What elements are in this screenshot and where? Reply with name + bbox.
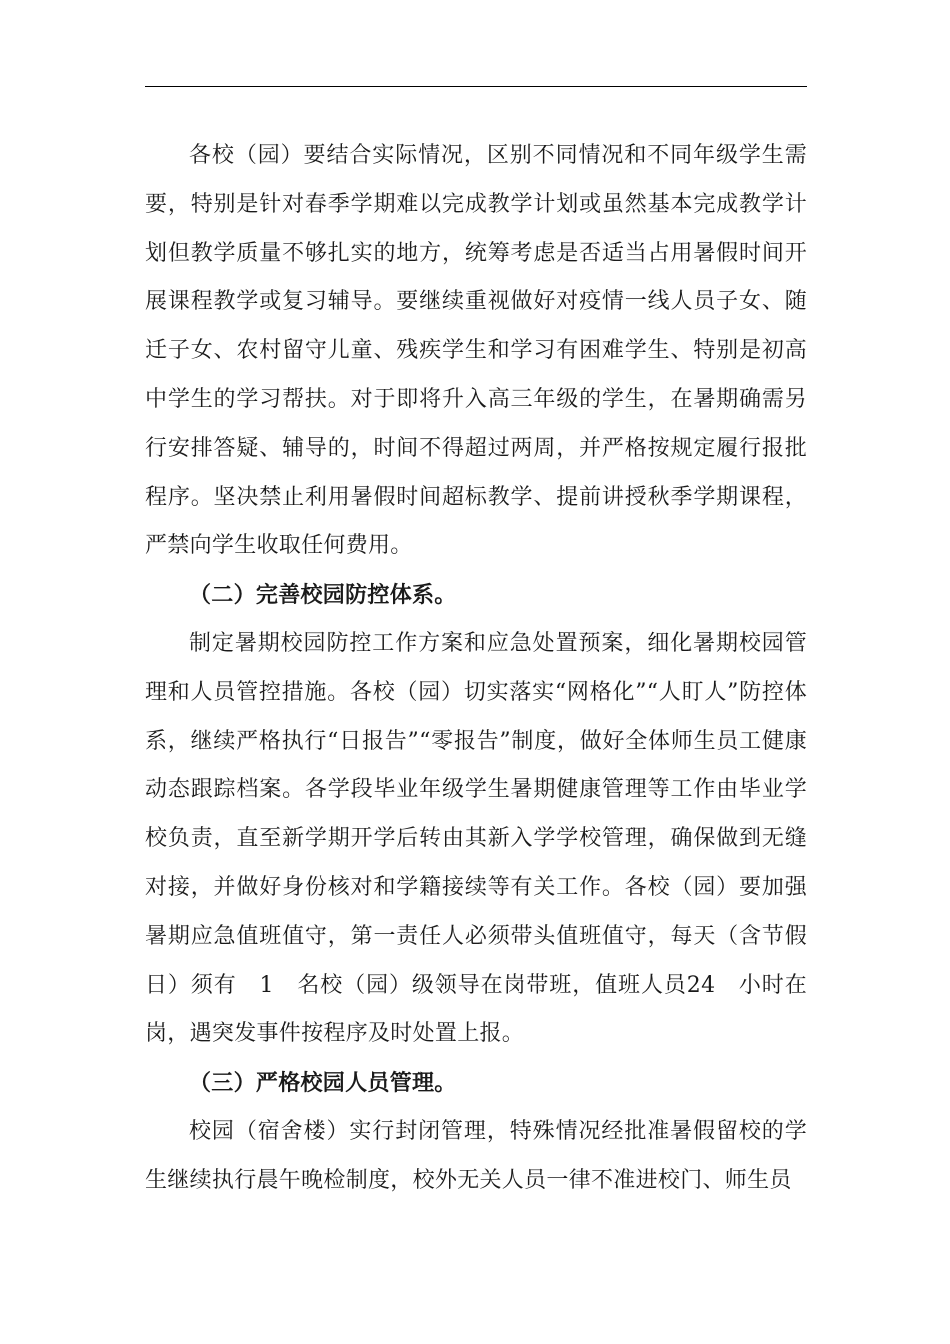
section-heading-prevention-system: （二）完善校园防控体系。: [189, 582, 457, 609]
document-body: [145, 132, 807, 1206]
section-heading-personnel-management: （三）严格校园人员管理。: [189, 1070, 457, 1097]
paragraph-personnel-management: 校园（宿舍楼）实行封闭管理，特殊情况经批准暑假留校的学生继续执行晨午晚检制度，校外无关人员一律不准进校门、师生员: [145, 1118, 807, 1193]
paragraph-prevention-system: 制定暑期校园防控工作方案和应急处置预案，细化暑期校园管理和人员管控措施。各校（园）切实落实“网格化”“人盯人”防控体系，继续严格执行“日报告”“零报告”制度，做好全体师生员工健康动态跟踪档案。各学段毕业年级学生暑期健康管理等工作由毕业学校负责，直至新学期开学后转由其新入学学校管理，确保做到无缝对接，并做好身份核对和学籍接续等有关工作。各校（园）要加强暑期应急值班值守，第一责任人必须带头值班值守，每天（含节假日）须有 1 名校（园）级领导在岗带班，值班人员24 小时在岗，遇突发事件按程序及时处置上报。: [145, 630, 807, 1047]
paragraph-teaching-arrangement: 各校（园）要结合实际情况，区别不同情况和不同年级学生需要，特别是针对春季学期难以完成教学计划或虽然基本完成教学计划但教学质量不够扎实的地方，统筹考虑是否适当占用暑假时间开展课程教学或复习辅导。要继续重视做好对疫情一线人员子女、随迁子女、农村留守儿童、残疾学生和学习有困难学生、特别是初高中学生的学习帮扶。对于即将升入高三年级的学生，在暑期确需另行安排答疑、辅导的，时间不得超过两周，并严格按规定履行报批程序。坚决禁止利用暑假时间超标教学、提前讲授秋季学期课程，严禁向学生收取任何费用。: [145, 143, 807, 559]
header-rule: [145, 86, 807, 87]
